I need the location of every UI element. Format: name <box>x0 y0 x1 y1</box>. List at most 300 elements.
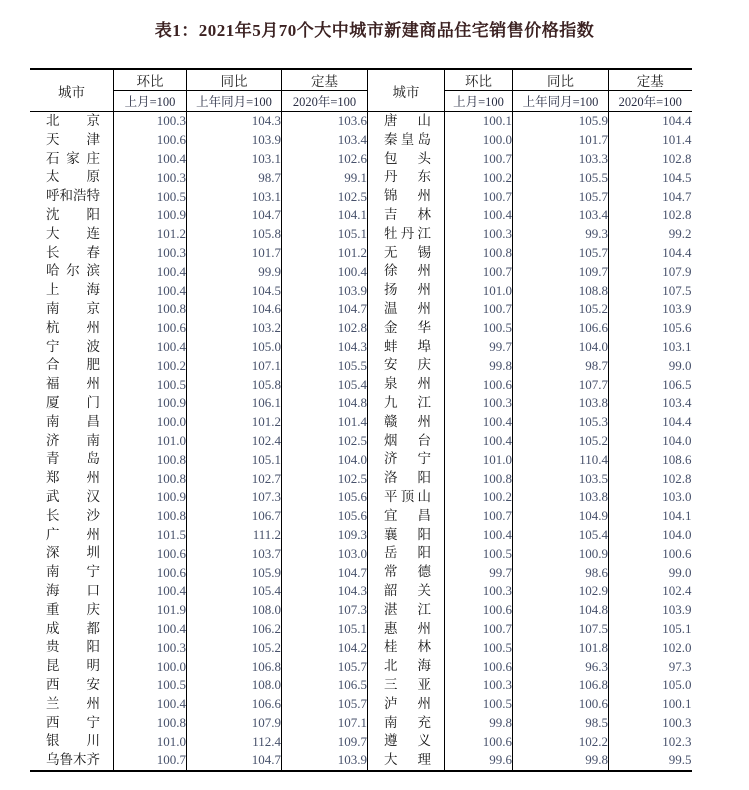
fixed-value-cell: 104.7 <box>282 563 368 582</box>
city-name: 襄阳 <box>384 526 431 542</box>
price-index-table <box>30 68 692 772</box>
yoy-value-cell: 101.2 <box>187 413 282 432</box>
yoy-value-cell: 102.7 <box>187 469 282 488</box>
table-row <box>30 356 692 375</box>
fixed-value-cell: 102.0 <box>609 638 692 657</box>
table-header <box>30 69 692 112</box>
fixed-value-cell: 107.9 <box>609 262 692 281</box>
mom-value-cell: 100.5 <box>445 319 513 338</box>
city-name: 吉林 <box>384 206 431 222</box>
mom-value-cell: 100.6 <box>114 544 187 563</box>
city-name: 南宁 <box>46 564 100 580</box>
city-cell <box>30 112 114 131</box>
mom-value-cell: 100.8 <box>445 469 513 488</box>
mom-value-cell: 100.3 <box>445 225 513 244</box>
city-header-left: 城市 <box>30 69 114 112</box>
fixed-value-cell: 99.0 <box>609 356 692 375</box>
yoy-value-cell: 106.8 <box>513 676 609 695</box>
city-cell <box>30 281 114 300</box>
fixed-value-cell: 105.7 <box>282 695 368 714</box>
fixed-value-cell: 100.3 <box>609 714 692 733</box>
city-name: 深圳 <box>46 545 100 561</box>
mom-value-cell: 100.8 <box>114 714 187 733</box>
table-row <box>30 450 692 469</box>
mom-value-cell: 99.8 <box>445 714 513 733</box>
yoy-value-cell: 106.6 <box>187 695 282 714</box>
city-cell <box>30 206 114 225</box>
city-name: 济宁 <box>384 451 431 467</box>
yoy-value-cell: 106.7 <box>187 507 282 526</box>
city-name: 洛阳 <box>384 470 431 486</box>
fixed-value-cell: 102.8 <box>609 469 692 488</box>
fixed-value-cell: 104.3 <box>282 338 368 357</box>
yoy-value-cell: 105.4 <box>187 582 282 601</box>
city-name: 遵义 <box>384 733 431 749</box>
city-cell <box>30 507 114 526</box>
city-name: 广州 <box>46 526 100 542</box>
city-cell <box>30 526 114 545</box>
city-name: 南京 <box>46 300 100 316</box>
fixed-value-cell: 103.6 <box>282 112 368 131</box>
mom-value-cell: 100.6 <box>445 657 513 676</box>
yoy-value-cell: 103.3 <box>513 150 609 169</box>
city-name: 乌鲁木齐 <box>46 752 100 768</box>
yoy-value-cell: 99.9 <box>187 262 282 281</box>
yoy-value-cell: 103.7 <box>187 544 282 563</box>
fixed-value-cell: 102.5 <box>282 469 368 488</box>
table-row <box>30 469 692 488</box>
mom-value-cell: 100.3 <box>114 112 187 131</box>
city-cell <box>368 187 445 206</box>
mom-value-cell: 100.4 <box>445 206 513 225</box>
table-row <box>30 507 692 526</box>
yoy-value-cell: 107.7 <box>513 375 609 394</box>
yoy-value-cell: 107.9 <box>187 714 282 733</box>
mom-value-cell: 100.6 <box>445 375 513 394</box>
yoy-value-cell: 102.4 <box>187 432 282 451</box>
city-name: 北京 <box>46 113 100 128</box>
yoy-base-left: 上年同月=100 <box>187 91 282 112</box>
yoy-value-cell: 98.6 <box>513 563 609 582</box>
mom-value-cell: 100.2 <box>114 356 187 375</box>
mom-value-cell: 100.4 <box>114 582 187 601</box>
city-name: 郑州 <box>46 470 100 486</box>
city-name: 金华 <box>384 319 431 335</box>
page-title: 表1：2021年5月70个大中城市新建商品住宅销售价格指数 <box>154 21 595 40</box>
table-row <box>30 488 692 507</box>
city-cell <box>368 150 445 169</box>
city-cell <box>368 300 445 319</box>
city-name: 三亚 <box>384 676 431 692</box>
fixed-value-cell: 104.0 <box>609 432 692 451</box>
mom-value-cell: 100.4 <box>114 281 187 300</box>
table-row <box>30 657 692 676</box>
yoy-value-cell: 103.2 <box>187 319 282 338</box>
mom-value-cell: 100.5 <box>445 695 513 714</box>
city-cell <box>368 695 445 714</box>
fixed-value-cell: 104.4 <box>609 112 692 131</box>
fixed-value-cell: 104.0 <box>609 526 692 545</box>
fixed-value-cell: 100.6 <box>609 544 692 563</box>
city-cell <box>30 131 114 150</box>
table-row <box>30 638 692 657</box>
city-cell <box>368 168 445 187</box>
mom-value-cell: 100.3 <box>445 676 513 695</box>
fixed-value-cell: 103.9 <box>282 751 368 771</box>
mom-value-cell: 100.7 <box>445 507 513 526</box>
fixed-value-cell: 103.1 <box>609 338 692 357</box>
yoy-value-cell: 103.5 <box>513 469 609 488</box>
fixed-value-cell: 99.2 <box>609 225 692 244</box>
fixed-value-cell: 105.1 <box>282 620 368 639</box>
fixed-value-cell: 100.4 <box>282 262 368 281</box>
yoy-value-cell: 104.5 <box>187 281 282 300</box>
city-name: 蚌埠 <box>384 338 431 354</box>
city-name: 安庆 <box>384 357 431 373</box>
city-name: 扬州 <box>384 282 431 298</box>
city-cell <box>368 601 445 620</box>
mom-value-cell: 100.7 <box>445 262 513 281</box>
city-cell <box>368 526 445 545</box>
city-name: 上海 <box>46 282 100 298</box>
fixed-value-cell: 100.1 <box>609 695 692 714</box>
city-name: 泸州 <box>384 695 431 711</box>
header-row-main <box>30 69 692 91</box>
fixed-value-cell: 101.2 <box>282 244 368 263</box>
table-row <box>30 563 692 582</box>
yoy-value-cell: 103.8 <box>513 394 609 413</box>
table-row <box>30 544 692 563</box>
fixed-value-cell: 103.9 <box>609 601 692 620</box>
mom-header-right: 环比 <box>445 69 513 91</box>
yoy-value-cell: 105.2 <box>513 300 609 319</box>
table-row <box>30 394 692 413</box>
yoy-value-cell: 102.9 <box>513 582 609 601</box>
mom-value-cell: 100.5 <box>445 638 513 657</box>
city-name: 武汉 <box>46 488 100 504</box>
mom-value-cell: 100.4 <box>114 620 187 639</box>
city-name: 温州 <box>384 300 431 316</box>
yoy-value-cell: 105.5 <box>513 168 609 187</box>
yoy-value-cell: 105.7 <box>513 244 609 263</box>
city-name: 成都 <box>46 620 100 636</box>
city-cell <box>30 676 114 695</box>
mom-value-cell: 100.6 <box>114 563 187 582</box>
yoy-value-cell: 110.4 <box>513 450 609 469</box>
city-name: 无锡 <box>384 244 431 260</box>
fixed-value-cell: 103.4 <box>609 394 692 413</box>
yoy-value-cell: 107.1 <box>187 356 282 375</box>
city-cell <box>30 413 114 432</box>
fixed-value-cell: 102.8 <box>282 319 368 338</box>
city-name: 太原 <box>46 169 100 185</box>
fixed-value-cell: 105.6 <box>282 488 368 507</box>
mom-value-cell: 100.8 <box>114 300 187 319</box>
city-cell <box>30 620 114 639</box>
fixed-value-cell: 104.2 <box>282 638 368 657</box>
yoy-value-cell: 98.7 <box>187 168 282 187</box>
table-row <box>30 413 692 432</box>
fixed-value-cell: 103.0 <box>609 488 692 507</box>
city-cell <box>30 262 114 281</box>
mom-value-cell: 100.4 <box>445 413 513 432</box>
fixed-value-cell: 105.0 <box>609 676 692 695</box>
city-cell <box>368 244 445 263</box>
city-name: 长春 <box>46 244 100 260</box>
city-cell <box>368 394 445 413</box>
mom-value-cell: 100.7 <box>445 150 513 169</box>
fixed-value-cell: 103.9 <box>609 300 692 319</box>
fixed-value-cell: 102.3 <box>609 732 692 751</box>
city-name: 湛江 <box>384 601 431 617</box>
fixed-value-cell: 105.6 <box>282 507 368 526</box>
fixed-base-right: 2020年=100 <box>609 91 692 112</box>
yoy-value-cell: 105.2 <box>187 638 282 657</box>
yoy-value-cell: 105.8 <box>187 375 282 394</box>
fixed-header-left: 定基 <box>282 69 368 91</box>
fixed-value-cell: 104.7 <box>609 187 692 206</box>
yoy-value-cell: 105.9 <box>513 112 609 131</box>
mom-value-cell: 99.7 <box>445 338 513 357</box>
mom-value-cell: 100.4 <box>114 338 187 357</box>
mom-value-cell: 100.4 <box>114 150 187 169</box>
fixed-value-cell: 107.1 <box>282 714 368 733</box>
city-cell <box>368 131 445 150</box>
mom-value-cell: 100.7 <box>445 300 513 319</box>
yoy-value-cell: 104.9 <box>513 507 609 526</box>
fixed-value-cell: 105.5 <box>282 356 368 375</box>
table-row <box>30 225 692 244</box>
fixed-value-cell: 104.8 <box>282 394 368 413</box>
mom-base-right: 上月=100 <box>445 91 513 112</box>
table-row <box>30 732 692 751</box>
city-cell <box>368 582 445 601</box>
fixed-value-cell: 99.0 <box>609 563 692 582</box>
city-name: 常德 <box>384 564 431 580</box>
city-name: 南充 <box>384 714 431 730</box>
mom-value-cell: 100.4 <box>114 262 187 281</box>
city-cell <box>368 732 445 751</box>
city-name: 包头 <box>384 150 431 166</box>
city-name: 宁波 <box>46 338 100 354</box>
mom-value-cell: 100.3 <box>114 168 187 187</box>
city-cell <box>30 563 114 582</box>
mom-value-cell: 101.0 <box>445 450 513 469</box>
mom-value-cell: 100.6 <box>445 732 513 751</box>
yoy-value-cell: 105.7 <box>513 187 609 206</box>
mom-value-cell: 99.6 <box>445 751 513 771</box>
fixed-value-cell: 101.4 <box>609 131 692 150</box>
fixed-value-cell: 105.6 <box>609 319 692 338</box>
city-name: 北海 <box>384 658 431 674</box>
mom-value-cell: 101.9 <box>114 601 187 620</box>
city-cell <box>368 262 445 281</box>
city-name: 秦皇岛 <box>384 131 431 147</box>
mom-value-cell: 100.0 <box>114 413 187 432</box>
city-name: 合肥 <box>46 357 100 373</box>
city-name: 重庆 <box>46 601 100 617</box>
mom-value-cell: 101.0 <box>445 281 513 300</box>
fixed-value-cell: 107.3 <box>282 601 368 620</box>
mom-value-cell: 100.5 <box>114 187 187 206</box>
city-header-right: 城市 <box>368 69 445 112</box>
city-cell <box>368 488 445 507</box>
mom-value-cell: 100.4 <box>114 695 187 714</box>
yoy-value-cell: 108.0 <box>187 676 282 695</box>
fixed-value-cell: 102.5 <box>282 187 368 206</box>
fixed-value-cell: 105.1 <box>609 620 692 639</box>
mom-value-cell: 100.5 <box>445 544 513 563</box>
city-name: 宜昌 <box>384 507 431 523</box>
yoy-value-cell: 108.0 <box>187 601 282 620</box>
fixed-value-cell: 104.1 <box>609 507 692 526</box>
mom-value-cell: 101.0 <box>114 732 187 751</box>
mom-value-cell: 100.8 <box>114 450 187 469</box>
mom-value-cell: 100.6 <box>114 319 187 338</box>
yoy-value-cell: 105.9 <box>187 563 282 582</box>
city-name: 青岛 <box>46 451 100 467</box>
yoy-value-cell: 111.2 <box>187 526 282 545</box>
city-cell <box>30 187 114 206</box>
city-cell <box>368 676 445 695</box>
city-cell <box>368 620 445 639</box>
city-cell <box>30 394 114 413</box>
city-name: 九江 <box>384 394 431 410</box>
table-row <box>30 432 692 451</box>
fixed-header-right: 定基 <box>609 69 692 91</box>
yoy-value-cell: 96.3 <box>513 657 609 676</box>
city-name: 泉州 <box>384 376 431 392</box>
mom-value-cell: 100.8 <box>114 469 187 488</box>
city-cell <box>30 582 114 601</box>
city-cell <box>368 544 445 563</box>
yoy-value-cell: 112.4 <box>187 732 282 751</box>
mom-value-cell: 100.5 <box>114 676 187 695</box>
yoy-value-cell: 106.6 <box>513 319 609 338</box>
fixed-value-cell: 104.0 <box>282 450 368 469</box>
table-row <box>30 150 692 169</box>
mom-value-cell: 101.2 <box>114 225 187 244</box>
table-row <box>30 244 692 263</box>
yoy-value-cell: 109.7 <box>513 262 609 281</box>
mom-value-cell: 99.7 <box>445 563 513 582</box>
mom-value-cell: 100.4 <box>445 526 513 545</box>
yoy-value-cell: 102.2 <box>513 732 609 751</box>
mom-value-cell: 100.8 <box>114 507 187 526</box>
table-row <box>30 676 692 695</box>
fixed-value-cell: 104.4 <box>609 244 692 263</box>
city-name: 石家庄 <box>46 150 100 166</box>
mom-value-cell: 100.0 <box>445 131 513 150</box>
city-cell <box>30 150 114 169</box>
fixed-value-cell: 99.1 <box>282 168 368 187</box>
city-cell <box>30 375 114 394</box>
yoy-value-cell: 98.5 <box>513 714 609 733</box>
city-cell <box>368 225 445 244</box>
city-cell <box>368 657 445 676</box>
yoy-value-cell: 103.9 <box>187 131 282 150</box>
table-row <box>30 338 692 357</box>
city-name: 烟台 <box>384 432 431 448</box>
city-cell <box>30 319 114 338</box>
fixed-value-cell: 104.3 <box>282 582 368 601</box>
city-name: 海口 <box>46 582 100 598</box>
yoy-value-cell: 100.6 <box>513 695 609 714</box>
mom-value-cell: 100.7 <box>445 620 513 639</box>
table-row <box>30 526 692 545</box>
city-name: 银川 <box>46 733 100 749</box>
city-cell <box>368 375 445 394</box>
fixed-value-cell: 102.4 <box>609 582 692 601</box>
city-name: 徐州 <box>384 263 431 279</box>
city-cell <box>30 657 114 676</box>
mom-value-cell: 100.0 <box>114 657 187 676</box>
city-cell <box>368 356 445 375</box>
yoy-value-cell: 105.1 <box>187 450 282 469</box>
city-name: 唐山 <box>384 113 431 128</box>
city-name: 西宁 <box>46 714 100 730</box>
city-cell <box>368 281 445 300</box>
yoy-value-cell: 106.8 <box>187 657 282 676</box>
city-cell <box>30 300 114 319</box>
fixed-value-cell: 105.4 <box>282 375 368 394</box>
fixed-value-cell: 99.5 <box>609 751 692 771</box>
mom-value-cell: 100.9 <box>114 394 187 413</box>
mom-value-cell: 99.8 <box>445 356 513 375</box>
city-name: 福州 <box>46 376 100 392</box>
city-cell <box>368 319 445 338</box>
city-cell <box>368 450 445 469</box>
city-cell <box>368 638 445 657</box>
mom-header-left: 环比 <box>114 69 187 91</box>
yoy-value-cell: 104.6 <box>187 300 282 319</box>
table-row <box>30 695 692 714</box>
mom-value-cell: 100.9 <box>114 206 187 225</box>
yoy-value-cell: 105.8 <box>187 225 282 244</box>
city-name: 长沙 <box>46 507 100 523</box>
fixed-value-cell: 105.1 <box>282 225 368 244</box>
city-cell <box>368 206 445 225</box>
fixed-value-cell: 103.9 <box>282 281 368 300</box>
mom-value-cell: 100.4 <box>445 432 513 451</box>
city-name: 赣州 <box>384 413 431 429</box>
table-row <box>30 300 692 319</box>
mom-value-cell: 100.3 <box>445 394 513 413</box>
city-cell <box>368 112 445 131</box>
table-body <box>30 112 692 771</box>
fixed-value-cell: 108.6 <box>609 450 692 469</box>
city-name: 昆明 <box>46 658 100 674</box>
mom-value-cell: 101.5 <box>114 526 187 545</box>
yoy-header-right: 同比 <box>513 69 609 91</box>
city-cell <box>30 244 114 263</box>
city-cell <box>30 338 114 357</box>
yoy-value-cell: 103.4 <box>513 206 609 225</box>
yoy-value-cell: 104.7 <box>187 751 282 771</box>
mom-value-cell: 100.2 <box>445 168 513 187</box>
mom-value-cell: 100.7 <box>445 187 513 206</box>
city-cell <box>30 432 114 451</box>
city-cell <box>368 563 445 582</box>
fixed-value-cell: 106.5 <box>609 375 692 394</box>
city-cell <box>30 732 114 751</box>
table-row <box>30 112 692 131</box>
fixed-value-cell: 102.6 <box>282 150 368 169</box>
yoy-value-cell: 98.7 <box>513 356 609 375</box>
yoy-base-right: 上年同月=100 <box>513 91 609 112</box>
city-name: 南昌 <box>46 413 100 429</box>
city-cell <box>30 469 114 488</box>
